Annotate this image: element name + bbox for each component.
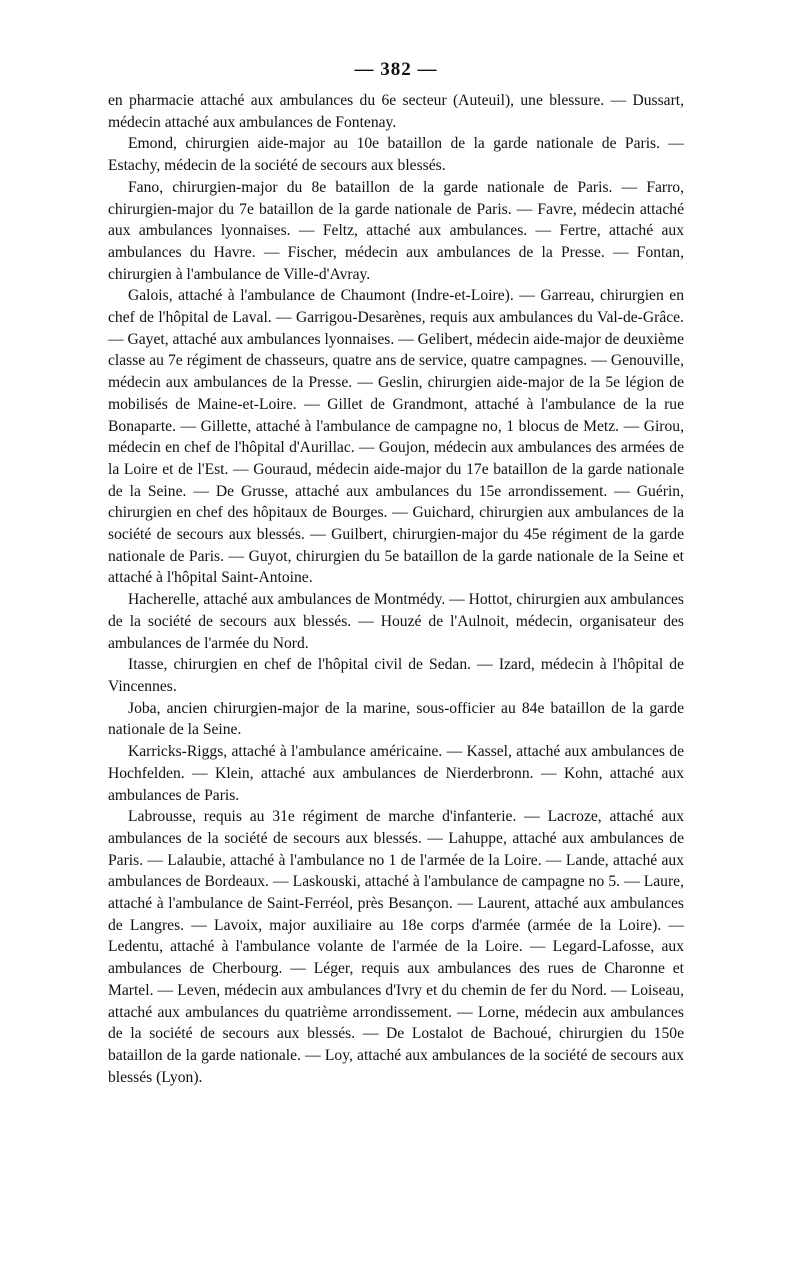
paragraph-g: Galois, attaché à l'ambulance de Chaumont (Indre-et-Loire). — Garreau, chirurgien en chef de l'hôpital de Laval. — Garrigou-Desarènes, requis aux ambulances du Val-de-Grâce. — Gayet, attaché aux ambulances lyonnaises. — Gelibert, médecin aide-major de deuxième classe au 7e régiment de chasseurs, quatre ans de service, quatre campagnes. — Genouville, médecin aux ambulances de la Presse. — Geslin, chirurgien aide-major de la 5e légion de mobilisés de Maine-et-Loire. — Gillet de Grandmont, attaché à l'ambulance de la rue Bonaparte. — Gillette, attaché à l'ambulance de campagne no, 1 blocus de Metz. — Girou, médecin en chef de l'hôpital d'Aurillac. — Goujon, médecin aux ambulances des armées de la Loire et de l'Est. — Gouraud, médecin aide-major du 17e bataillon de la garde nationale de la Seine. — De Grusse, attaché aux ambulances du 15e arrondissement. — Guérin, chirurgien en chef des hôpitaux de Bourges. — Guichard, chirurgien aux ambulances de la société de secours aux blessés. — Guilbert, chirurgien-major du 45e régiment de la garde nationale de Paris. — Guyot, chirurgien du 5e bataillon de la garde nationale de la Seine et attaché à l'hôpital Saint-Antoine. — [108, 287, 684, 587]
paragraph-i: Itasse, chirurgien en chef de l'hôpital civil de Sedan. — Izard, médecin à l'hôpital de Vincennes. — [108, 656, 684, 695]
paragraph-e: Emond, chirurgien aide-major au 10e bataillon de la garde nationale de Paris. — Estachy, médecin de la société de secours aux blessés. — [108, 135, 684, 175]
paragraph-h: Hacherelle, attaché aux ambulances de Montmédy. — Hottot, chirurgien aux ambulances de la société de secours aux blessés. — Houzé de l'Aulnoit, médecin, organisateur des ambulances de l'armée du Nord. — [108, 591, 684, 652]
body-text — [108, 90, 684, 1088]
paragraph-continuation: en pharmacie attaché aux ambulances du 6e secteur (Auteuil), une blessure. — Dussart, médecin attaché aux ambulances de Fontenay. — [108, 92, 684, 131]
paragraph-f: Fano, chirurgien-major du 8e bataillon de la garde nationale de Paris. — Farro, chirurgien-major du 7e bataillon de la garde nationale de Paris. — Favre, médecin attaché aux ambulances lyonnaises. — Feltz, attaché aux ambulances. — Fertre, attaché aux ambulances du Havre. — Fischer, médecin aux ambulances de la Presse. — Fontan, chirurgien à l'ambulance de Ville-d'Avray. — [108, 178, 684, 283]
paragraph-l: Labrousse, requis au 31e régiment de marche d'infanterie. — Lacroze, attaché aux ambulances de la société de secours aux blessés. — Lahuppe, attaché aux ambulances de Paris. — Lalaubie, attaché à l'ambulance no 1 de l'armée de la Loire. — Lande, attaché aux ambulances de Bordeaux. — Laskouski, attaché à l'ambulance de campagne no 5. — Laure, attaché à l'ambulance de Saint-Ferréol, près Besançon. — Laurent, attaché aux ambulances de Langres. — Lavoix, major auxiliaire au 18e corps d'armée (armée de la Loire). — Ledentu, attaché à l'ambulance volante de l'armée de la Loire. — Legard-Lafosse, aux ambulances de Cherbourg. — Léger, requis aux ambulances des rues de Charonne et Martel. — Leven, médecin aux ambulances d'Ivry et du chemin de fer du Nord. — Loiseau, attaché aux ambulances du quatrième arrondissement. — Lorne, médecin aux ambulances de la société de secours aux blessés. — De Lostalot de Bachoué, chirurgien du 150e bataillon de la garde nationale. — Loy, attaché aux ambulances de la société de secours aux blessés (Lyon). — [108, 808, 684, 1086]
document-page — [108, 58, 684, 1088]
page-number: — 382 — — [354, 59, 438, 80]
paragraph-k: Karricks-Riggs, attaché à l'ambulance américaine. — Kassel, attaché aux ambulances de Hochfelden. — Klein, attaché aux ambulances de Nierderbronn. — Kohn, attaché aux ambulances de Paris. — [108, 743, 684, 804]
paragraph-j: Joba, ancien chirurgien-major de la marine, sous-officier au 84e bataillon de la garde nationale de la Seine. — [108, 699, 684, 739]
